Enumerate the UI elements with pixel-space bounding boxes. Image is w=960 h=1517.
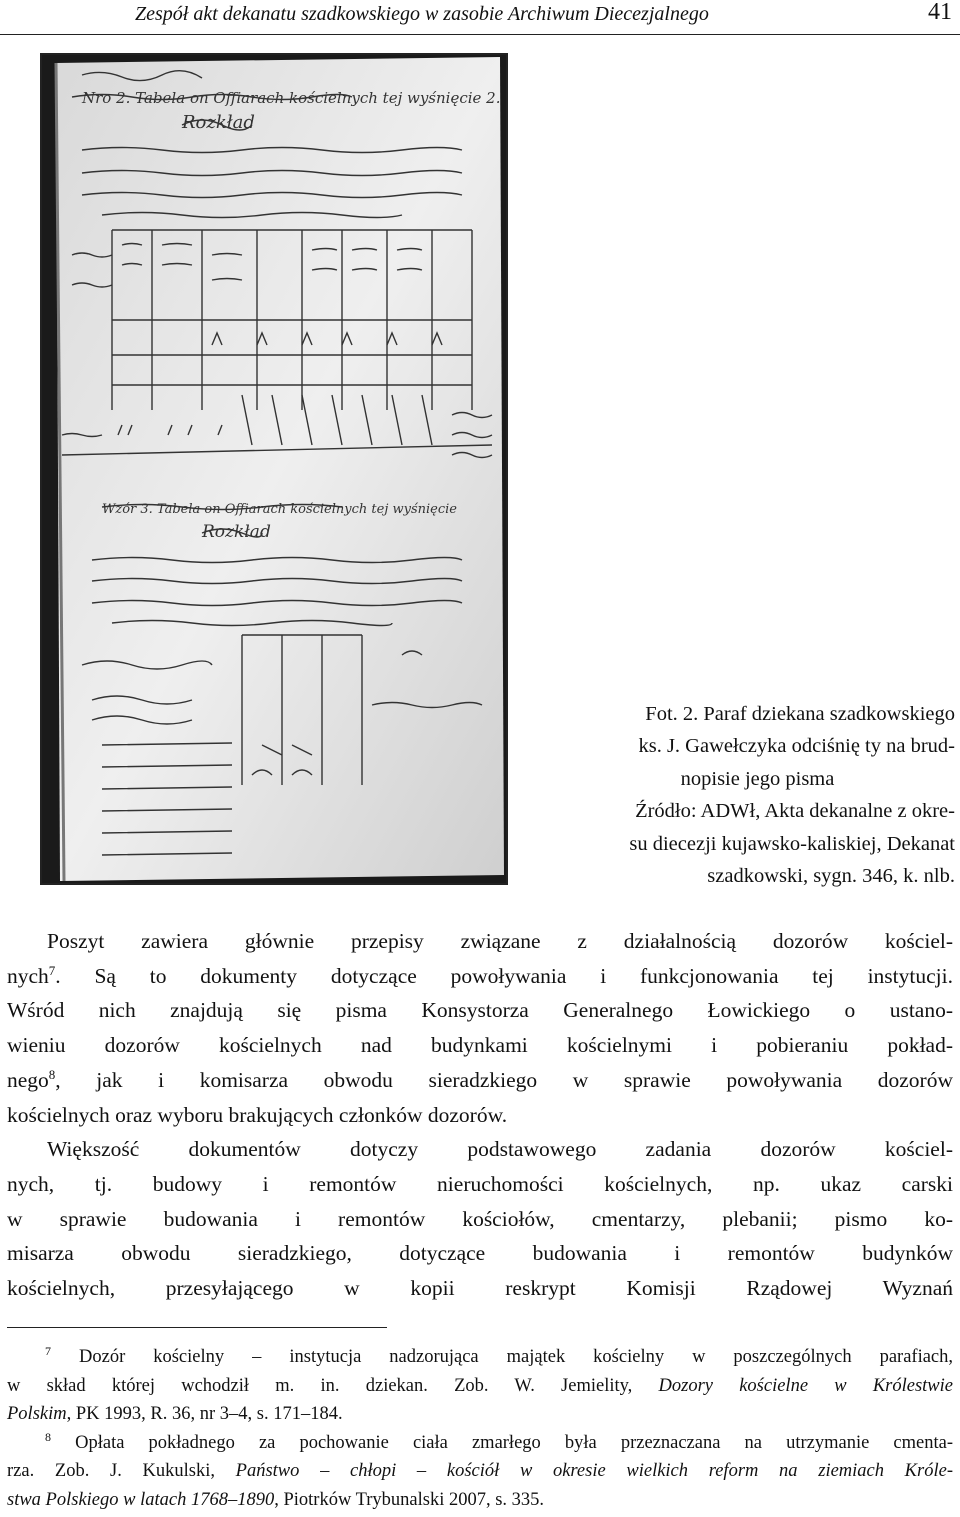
footnote-line [7,1343,953,1372]
text-run: Polskim [7,1404,67,1424]
text-run: w skład której wchodził m. in. dziekan. Zob. W. Jemielity, [7,1375,659,1396]
footnote-line [7,1400,953,1429]
text-run: stwa Polskiego w latach 1768–1890 [7,1489,275,1510]
footnote-line [7,1486,953,1515]
paragraph-line: misarza obwodu sieradzkiego, dotyczące budowania i remontów budynków [7,1241,953,1266]
footnote-separator [7,1327,387,1328]
footnotes [7,1343,953,1514]
text-run: , PK 1993, R. 36, nr 3–4, s. 171–184. [66,1404,343,1424]
caption-line: Źródło: ADWł, Akta dekanalne z okre- [635,800,955,823]
footnote-line [7,1372,953,1401]
text-run: , Piotrków Trybunalski 2007, s. 335. [274,1489,545,1510]
handwritten-manuscript-photo-icon [42,55,506,883]
paragraph-line: nych, tj. budowy i remontów nieruchomości kościelnych, np. ukaz carski [7,1171,953,1196]
paragraph-line: Poszyt zawiera głównie przepisy związane z działalnością dozorów kościel- [47,929,953,953]
photo-caption [540,698,955,892]
text-run: Dozór kościelny – instytucja nadzorująca majątek kościelny w poszczególnych parafiach, [79,1347,954,1367]
paragraph-line: kościelnych oraz wyboru brakujących członków dozorów. [7,1102,508,1127]
paragraph-line [7,959,953,994]
paragraph-line: Wśród nich znajdują się pisma Konsystorza Generalnego Łowickiego o ustano- [7,998,953,1023]
footnote-line [7,1457,953,1486]
footnote-number: 7 [45,1343,51,1358]
text-run: . Są to dokumenty dotyczące powoływania i funkcjonowania tej instytucji. [55,963,953,988]
paragraph-line: w sprawie budowania i remontów kościołów, cmentarzy, plebanii; pismo ko- [7,1206,953,1231]
caption-line: Fot. 2. Paraf dziekana szadkowskiego [645,703,955,725]
footnote-number: 8 [45,1429,51,1444]
text-run: rza. Zob. J. Kukulski, [7,1461,236,1481]
footnote-ref[interactable]: 8 [48,1066,56,1082]
footnote-ref[interactable]: 7 [48,962,56,978]
text-run: nych [7,963,49,988]
caption-line: su diecezji kujawsko-kaliskiej, Dekanat [629,832,955,855]
paragraph-line: Większość dokumentów dotyczy podstawowego zadania dozorów kościel- [47,1137,953,1162]
manuscript-photo [40,53,508,885]
text-run: nego [7,1067,49,1092]
footnote-line [7,1429,953,1458]
text-run: , jak i komisarza obwodu sieradzkiego w sprawie powoływania dozorów [55,1067,953,1092]
caption-line: szadkowski, sygn. 346, k. nlb. [707,865,955,888]
manuscript-handwriting-b: Rozkład [182,112,255,133]
paragraph-line: kościelnych, przesyłającego w kopii reskrypt Komisji Rządowej Wyznań [7,1276,953,1301]
running-header-title: Zespół akt dekanatu szadkowskiego w zasobie Archiwum Diecezjalnego [135,3,709,25]
text-run: Opłata pokładnego za pochowanie ciała zmarłego była przeznaczana na utrzymanie cmenta- [75,1432,953,1453]
page-number: 41 [928,0,952,25]
running-header [0,0,960,35]
text-run: Dozory kościelne w Królestwie [658,1375,953,1396]
text-run: Państwo – chłopi – kościół w okresie wielkich reform na ziemiach Króle- [235,1461,953,1481]
manuscript-handwriting-d: Rozkład [202,522,271,542]
paragraph-line [7,1063,953,1098]
caption-line: nopisie jego pisma [680,767,835,790]
manuscript-handwriting-c: Wzór 3. Tabela on Offiarach kościelnych tej wyśnięcie [102,502,457,517]
paragraph-line: wieniu dozorów kościelnych nad budynkami kościelnymi i pobieraniu pokład- [7,1033,953,1058]
caption-line: ks. J. Gawełczyka odciśnię ty na brud- [638,735,955,758]
body-text [7,924,953,1306]
manuscript-handwriting-a: Nro 2. Tabela on Offiarach kościelnych tej wyśnięcie 2. [82,89,501,107]
